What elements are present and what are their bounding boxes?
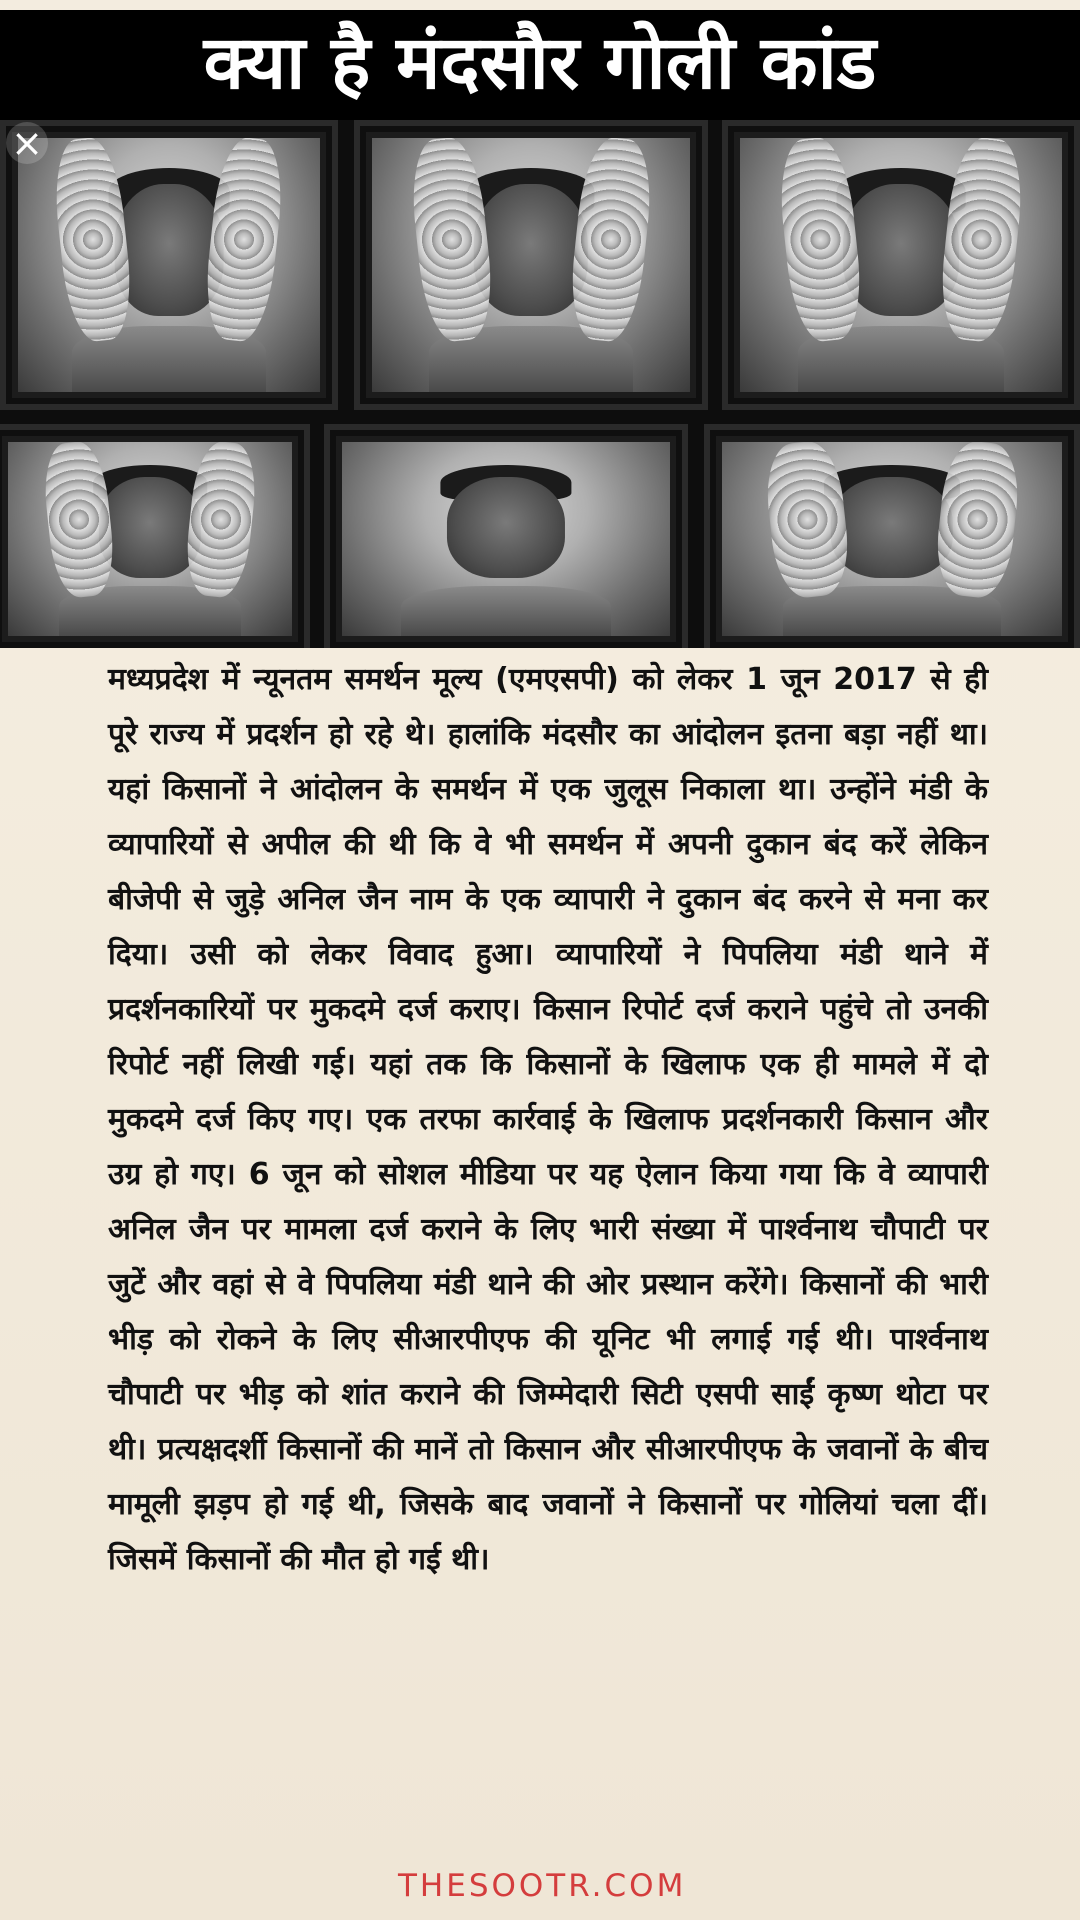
portrait-photo xyxy=(8,442,292,636)
page-title: क्या है मंदसौर गोली कांड xyxy=(203,20,877,106)
top-strip xyxy=(0,0,1080,10)
portrait-photo xyxy=(722,442,1062,636)
photo-frame xyxy=(704,424,1080,648)
portrait-photo xyxy=(342,442,670,636)
photo-frame xyxy=(354,120,708,410)
close-button[interactable] xyxy=(6,122,48,164)
title-bar xyxy=(0,10,1080,120)
portrait-photo xyxy=(18,138,320,392)
article-body: मध्यप्रदेश में न्यूनतम समर्थन मूल्य (एमएसपी) को लेकर 1 जून 2017 से ही पूरे राज्य में प्रदर्शन हो रहे थे। हालांकि मंदसौर का आंदोलन इतना बड़ा नहीं था। यहां किसानों ने आंदोलन के समर्थन में एक जुलूस निकाला था। उन्होंने मंडी के व्यापारियों से अपील की थी कि वे भी समर्थन में अपनी दुकान बंद करें लेकिन बीजेपी से जुड़े अनिल जैन नाम के एक व्यापारी ने दुकान बंद करने से मना कर दिया। उसी को लेकर विवाद हुआ। व्यापारियों ने पिपलिया मंडी थाने में प्रदर्शनकारियों पर मुकदमे दर्ज कराए। किसान रिपोर्ट दर्ज कराने पहुंचे तो उनकी रिपोर्ट नहीं लिखी गई। यहां तक कि किसानों के खिलाफ एक ही मामले में दो मुकदमे दर्ज किए गए। एक तरफा कार्रवाई के खिलाफ प्रदर्शनकारी किसान और उग्र हो गए। 6 जून को सोशल मीडिया पर यह ऐलान किया गया कि वे व्यापारी अनिल जैन पर मामला दर्ज कराने के लिए भारी संख्या में पार्श्वनाथ चौपाटी पर जुटें और वहां से वे पिपलिया मंडी थाने की ओर प्रस्थान करेंगे। किसानों की भारी भीड़ को रोकने के लिए सीआरपीएफ की यूनिट भी लगाई गई थी। पार्श्वनाथ चौपाटी पर भीड़ को शांत कराने की जिम्मेदारी सिटी एसपी साईं कृष्ण थोटा पर थी। प्रत्यक्षदर्शी किसानों की मानें तो किसान और सीआरपीएफ के जवानों के बीच मामूली झड़प हो गई थी, जिसके बाद जवानों ने किसानों पर गोलियां चला दीं। जिसमें किसानों की मौत हो गई थी। xyxy=(108,662,988,1577)
photo-frame xyxy=(0,424,310,648)
photo-frame xyxy=(722,120,1080,410)
photo-collage xyxy=(0,120,1080,648)
portrait-photo xyxy=(740,138,1062,392)
close-icon: × xyxy=(11,121,43,165)
site-watermark: THESOOTR.COM xyxy=(398,1868,687,1904)
photo-frame xyxy=(0,120,338,410)
photo-frame xyxy=(324,424,688,648)
portrait-photo xyxy=(372,138,690,392)
